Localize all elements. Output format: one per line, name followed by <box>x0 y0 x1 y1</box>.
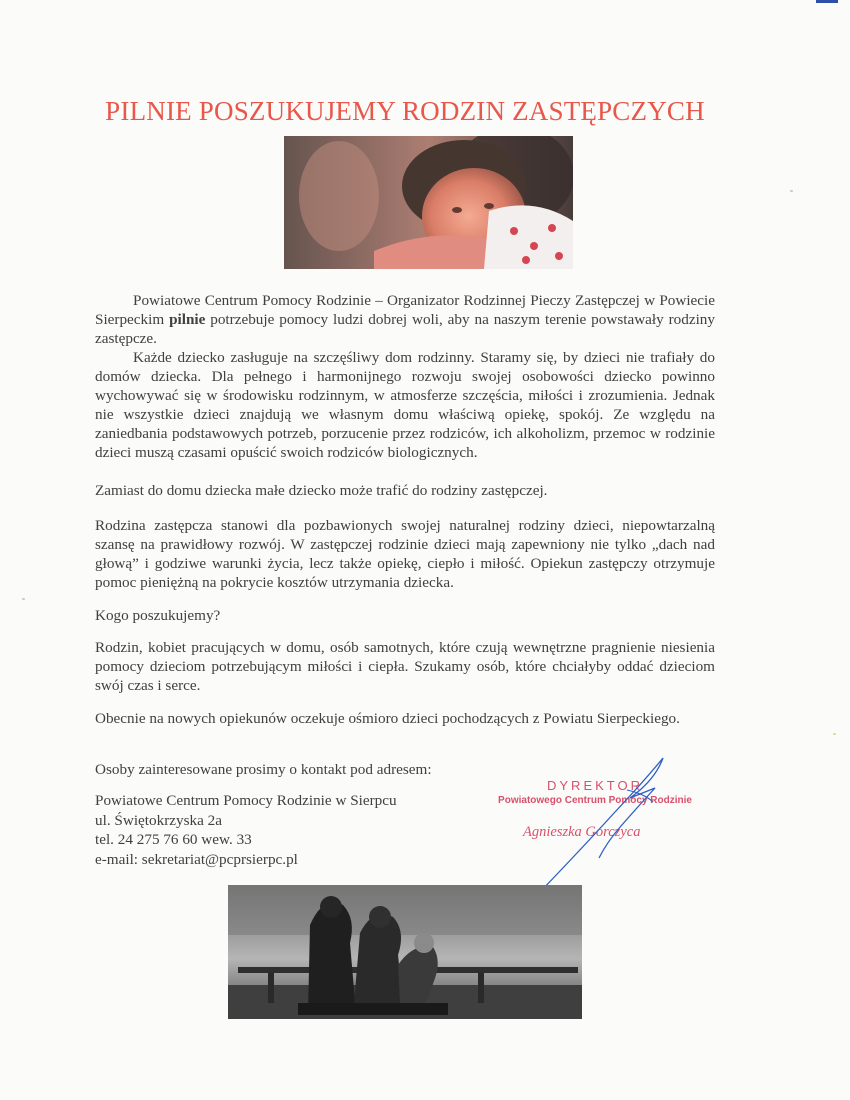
scan-corner-mark <box>816 0 838 3</box>
paragraph-family-home <box>95 348 715 462</box>
paragraph-4: Rodzina zastępcza stanowi dla pozbawionych swojej naturalnej rodziny dzieci, niepowtarzalną szansę na prawidłowy rozwój. W zastępczej rodzinie dzieci mają zapewniony nie tylko „dach nad głową” i godziwe warunki życia, lecz także opiekę, ciepło i miłość. Opiekun zastępczy otrzymuje pomoc pieniężną na pokrycie kosztów utrzymania dziecka. <box>95 517 715 591</box>
scan-speck <box>790 190 793 192</box>
scan-speck <box>22 598 25 600</box>
child-at-window-photo <box>284 136 573 269</box>
address-org: Powiatowe Centrum Pomocy Rodzinie w Sierpcu <box>95 792 397 809</box>
director-stamp <box>495 750 715 900</box>
page-title: PILNIE POSZUKUJEMY RODZIN ZASTĘPCZYCH <box>105 96 705 126</box>
intro-paragraph <box>95 291 715 348</box>
contact-prompt-text: Osoby zainteresowane prosimy o kontakt pod adresem: <box>95 761 432 778</box>
address-phone[interactable]: tel. 24 275 76 60 wew. 33 <box>95 831 252 848</box>
contact-address <box>95 791 397 869</box>
stamp-org: Powiatowego Centrum Pomocy Rodzinie <box>498 795 692 806</box>
question-heading <box>95 606 715 625</box>
stamp-title: DYREKTOR <box>547 778 643 793</box>
paragraph-foster-family <box>95 516 715 592</box>
intro-text-emphasis: pilnie <box>169 311 206 328</box>
address-email[interactable]: e-mail: sekretariat@pcprsierpc.pl <box>95 850 298 868</box>
paragraph-2: Każde dziecko zasługuje na szczęśliwy dom rodzinny. Staramy się, by dzieci nie trafiały do domów dziecka. Dla pełnego i harmonijnego rozwoju swojej osobowości dziecko powinno wychowywać się w środowisku rodzinnym, w atmosferze szczęścia, miłości i zrozumienia. Jednak nie wszystkie dzieci znajdują we własnym domu właściwą opiekę, spokój. Ze względu na zaniedbania podstawowych potrzeb, porzucenie przez rodziców, ich alkoholizm, przemoc w rodzinie dzieci muszą czasami opuścić swoich rodziców biologicznych. <box>95 349 715 461</box>
intro-text-part1: Powiatowe Centrum Pomocy Rodzinie – Organizator Rodzinnej Pieczy Zastępczej w Powiecie Sierpeckim <box>95 292 715 328</box>
paragraph-children-waiting <box>95 709 715 728</box>
stamp-name: Agnieszka Gorczyca <box>523 824 641 840</box>
address-street: ul. Świętokrzyska 2a <box>95 811 222 829</box>
question-text: Kogo poszukujemy? <box>95 607 221 624</box>
scan-speck <box>833 733 836 735</box>
paragraph-6: Obecnie na nowych opiekunów oczekuje ośmioro dzieci pochodzących z Powiatu Sierpeckiego. <box>95 710 680 727</box>
paragraph-who-we-seek <box>95 638 715 695</box>
paragraph-3: Zamiast do domu dziecka małe dziecko może trafić do rodziny zastępczej. <box>95 482 548 499</box>
intro-text-part2: potrzebuje pomocy ludzi dobrej woli, aby na naszym terenie powstawały rodziny zastępcze. <box>95 311 715 347</box>
handwritten-signature <box>495 750 715 900</box>
paragraph-instead-orphanage <box>95 481 715 500</box>
intro-text <box>95 291 715 348</box>
family-statue-photo <box>228 885 582 1019</box>
paragraph-5: Rodzin, kobiet pracujących w domu, osób samotnych, które czują wewnętrzne pragnienie niesienia pomocy dzieciom potrzebującym miłości i ciepła. Szukamy osób, które chciałyby oddać dzieciom swój czas i serce. <box>95 639 715 694</box>
